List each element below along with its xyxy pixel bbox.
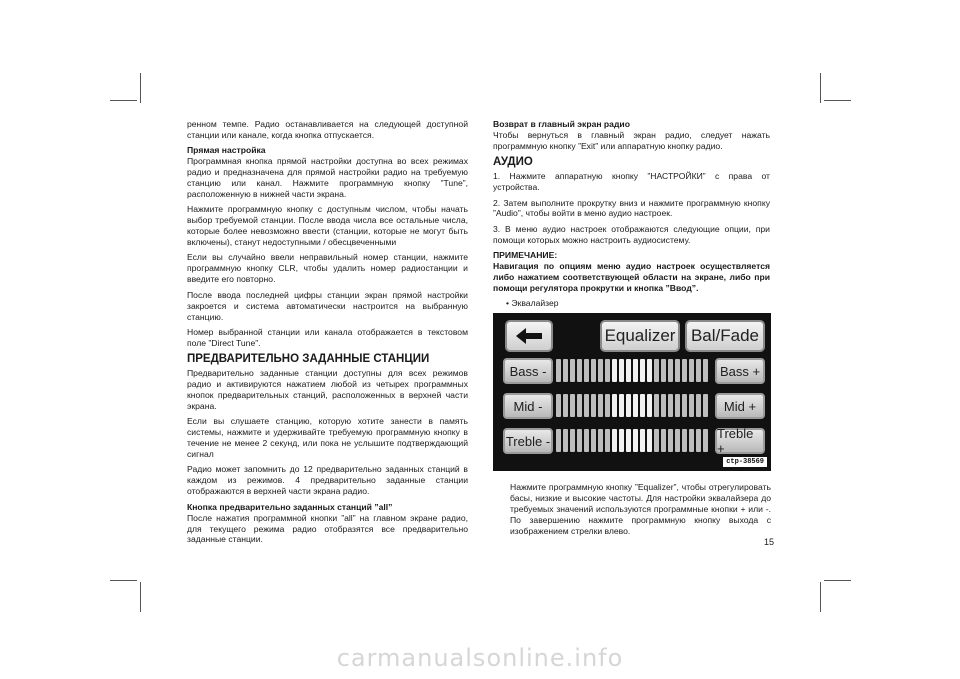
- eq-segment: [556, 359, 561, 382]
- bass-minus-button[interactable]: Bass -: [503, 358, 553, 384]
- crop-mark: [140, 73, 141, 103]
- watermark: carmanualsonline.info: [336, 644, 624, 672]
- eq-segment: [633, 429, 638, 452]
- eq-segment: [591, 429, 596, 452]
- eq-segment: [675, 394, 680, 417]
- bal-fade-tab[interactable]: Bal/Fade: [685, 320, 765, 352]
- eq-segment: [703, 359, 708, 382]
- eq-segment: [689, 394, 694, 417]
- paragraph: 2. Затем выполните прокрутку вниз и нажмите программную кнопку ”Audio”, чтобы войти в меню аудио настроек.: [493, 197, 770, 219]
- eq-segment: [598, 429, 603, 452]
- eq-segment: [654, 359, 659, 382]
- crop-mark: [820, 73, 821, 103]
- right-column-lower: [510, 482, 771, 541]
- eq-segment: [647, 359, 652, 382]
- eq-segment: [682, 359, 687, 382]
- eq-segment: [626, 429, 631, 452]
- eq-segment: [654, 429, 659, 452]
- eq-segment: [591, 359, 596, 382]
- eq-segment: [668, 394, 673, 417]
- eq-segment: [612, 394, 617, 417]
- eq-segment: [570, 359, 575, 382]
- eq-segment: [661, 429, 666, 452]
- note-heading: ПРИМЕЧАНИЕ:: [493, 250, 558, 261]
- paragraph: Нажмите программную кнопку с доступным числом, чтобы начать выбор требуемой станции. После ввода числа все остальные числа, которые более невозможно ввести (станции, которые не могут быть включены), станут недоступными / обесцвеченными: [187, 204, 468, 248]
- bass-plus-button[interactable]: Bass +: [715, 358, 765, 384]
- eq-segment: [696, 429, 701, 452]
- paragraph: Чтобы вернуться в главный экран радио, следует нажать программную кнопку ”Exit” или аппаратную кнопку радио.: [493, 129, 770, 151]
- eq-segment: [619, 394, 624, 417]
- page-number: 15: [764, 537, 775, 547]
- eq-segment: [661, 394, 666, 417]
- paragraph: Программная кнопка прямой настройки доступна во всех режимах радио и предназначена для прямой настройки радио на требуемую станцию или канал. Нажмите программную кнопку ”Tune”, расположенную в нижней части экрана.: [187, 156, 468, 199]
- eq-segment: [619, 359, 624, 382]
- note-text: Навигация по опциям меню аудио настроек осуществляется либо нажатием соответствующей области на экране, либо при помощи регулятора прокрутки и кнопка ”Ввод”.: [493, 261, 770, 293]
- eq-segment: [556, 394, 561, 417]
- bullet-label: Эквалайзер: [511, 297, 559, 308]
- crop-mark: [820, 582, 821, 612]
- eq-segment: [612, 429, 617, 452]
- eq-segment: [577, 359, 582, 382]
- figure-caption: ctp-38569: [723, 457, 767, 467]
- eq-segment: [682, 429, 687, 452]
- treble-level-bar: [556, 429, 708, 452]
- section-heading: Прямая настройка: [187, 145, 266, 156]
- section-heading: Кнопка предварительно заданных станций ”all”: [187, 501, 393, 512]
- eq-segment: [563, 394, 568, 417]
- eq-segment: [570, 429, 575, 452]
- eq-segment: [570, 394, 575, 417]
- eq-segment: [591, 394, 596, 417]
- crop-mark: [140, 582, 141, 612]
- eq-segment: [689, 429, 694, 452]
- eq-segment: [605, 429, 610, 452]
- eq-segment: [584, 394, 589, 417]
- eq-segment: [647, 429, 652, 452]
- eq-segment: [605, 359, 610, 382]
- equalizer-screenshot: [493, 313, 771, 471]
- eq-segment: [605, 394, 610, 417]
- mid-level-bar: [556, 394, 708, 417]
- eq-segment: [598, 394, 603, 417]
- eq-segment: [612, 359, 617, 382]
- eq-segment: [577, 429, 582, 452]
- eq-segment: [696, 394, 701, 417]
- eq-segment: [584, 359, 589, 382]
- paragraph: Если вы слушаете станцию, которую хотите занести в память системы, нажмите и удерживайте требуемую программную кнопку в течение не менее 2 секунд, или пока не услышите подтверждающий сигнал: [187, 416, 468, 460]
- back-button[interactable]: [505, 320, 553, 352]
- eq-segment: [577, 394, 582, 417]
- eq-segment: [598, 359, 603, 382]
- eq-segment: [563, 429, 568, 452]
- eq-segment: [654, 394, 659, 417]
- left-column: [187, 119, 468, 550]
- eq-segment: [703, 429, 708, 452]
- equalizer-tab[interactable]: Equalizer: [600, 320, 680, 352]
- section-title: ПРЕДВАРИТЕЛЬНО ЗАДАННЫЕ СТАНЦИИ: [187, 353, 430, 366]
- eq-segment: [556, 429, 561, 452]
- eq-segment: [689, 359, 694, 382]
- paragraph: 3. В меню аудио настроек отображаются следующие опции, при помощи которых можно настроить аудиосистему.: [493, 223, 770, 245]
- eq-segment: [626, 359, 631, 382]
- paragraph: 1. Нажмите аппаратную кнопку ”НАСТРОЙКИ” с права от устройства.: [493, 171, 770, 193]
- paragraph: Нажмите программную кнопку ”Equalizer”, чтобы отрегулировать басы, низкие и высокие частоты. Для настройки эквалайзера до требуемых значений используются программные кнопки + или -. По завершению нажмите программную кнопку выхода с изображением стрелки влево.: [510, 482, 771, 536]
- crop-mark: [824, 580, 851, 581]
- crop-mark: [110, 580, 137, 581]
- eq-segment: [682, 394, 687, 417]
- paragraph: Номер выбранной станции или канала отображается в текстовом поле ”Direct Tune”.: [187, 326, 468, 348]
- eq-segment: [647, 394, 652, 417]
- mid-plus-button[interactable]: Mid +: [715, 393, 765, 419]
- treble-minus-button[interactable]: Treble -: [503, 428, 553, 454]
- eq-segment: [703, 394, 708, 417]
- paragraph: После ввода последней цифры станции экран прямой настройки закроется и система автоматически настроится на выбранную станцию.: [187, 289, 468, 322]
- paragraph: Радио может запомнить до 12 предварительно заданных станций в каждом из режимов. 4 предварительно заданные станции отображаются в верхней части экрана радио.: [187, 464, 468, 497]
- eq-segment: [668, 429, 673, 452]
- eq-segment: [675, 359, 680, 382]
- paragraph: ренном темпе. Радио останавливается на следующей доступной станции или канале, когда кнопка отпускается.: [187, 119, 468, 140]
- eq-segment: [640, 429, 645, 452]
- left-arrow-icon: [514, 326, 544, 346]
- crop-mark: [110, 100, 137, 101]
- section-title: АУДИО: [493, 156, 533, 169]
- eq-segment: [633, 394, 638, 417]
- mid-minus-button[interactable]: Mid -: [503, 393, 553, 419]
- paragraph: После нажатия программной кнопки ”all” на главном экране радио, для текущего режима радио отобразятся все предварительно заданные станции.: [187, 512, 468, 545]
- eq-segment: [619, 429, 624, 452]
- paragraph: Предварительно заданные станции доступны для всех режимов радио и активируются нажатием любой из четырех программных кнопок предварительных станций, расположенных в верхней части экрана.: [187, 368, 468, 411]
- bullet-item: • Эквалайзер: [506, 297, 559, 308]
- eq-segment: [584, 429, 589, 452]
- eq-segment: [640, 359, 645, 382]
- eq-segment: [563, 359, 568, 382]
- eq-segment: [633, 359, 638, 382]
- bass-level-bar: [556, 359, 708, 382]
- right-column: [493, 119, 770, 313]
- crop-mark: [824, 100, 851, 101]
- section-heading: Возврат в главный экран радио: [493, 119, 630, 129]
- eq-segment: [696, 359, 701, 382]
- eq-segment: [668, 359, 673, 382]
- eq-segment: [640, 394, 645, 417]
- paragraph: Если вы случайно ввели неправильный номер станции, нажмите программную кнопку CLR, чтобы удалить номер радиостанции и введите его повторно.: [187, 252, 468, 285]
- eq-segment: [675, 429, 680, 452]
- treble-plus-button[interactable]: Treble +: [715, 428, 765, 454]
- eq-segment: [626, 394, 631, 417]
- eq-segment: [661, 359, 666, 382]
